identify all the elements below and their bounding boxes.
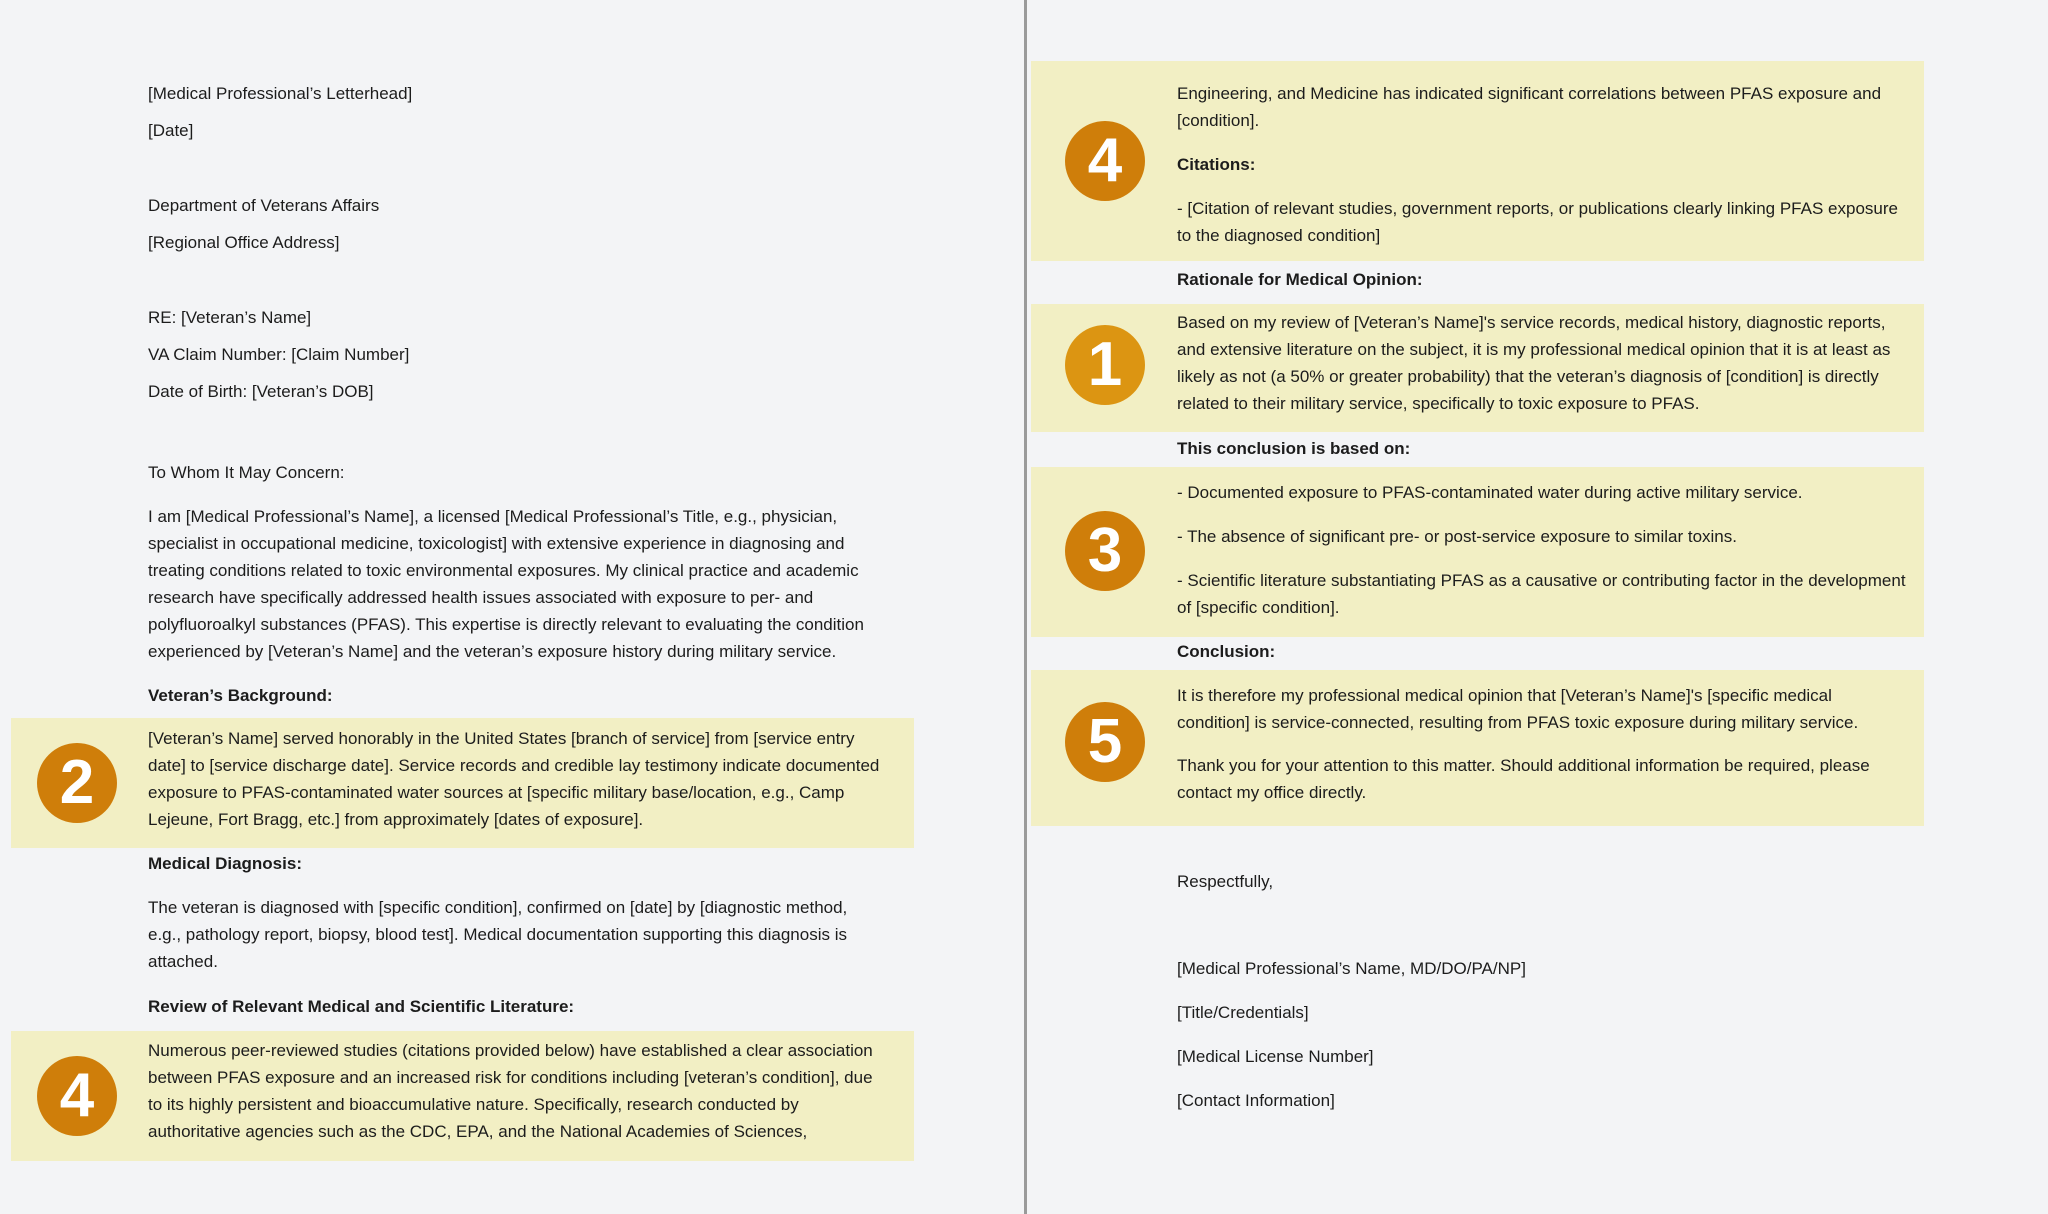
signature-contact: [Contact Information] [1177,1091,1335,1110]
number-badge-1: 1 [1065,325,1145,405]
re-line: RE: [Veteran’s Name] [148,308,312,327]
number-badge-4: 4 [37,1056,117,1136]
basis-item-1: - Documented exposure to PFAS-contaminated water during active military service. [1177,483,1803,502]
number-badge-3: 3 [1065,511,1145,591]
literature-heading: Review of Relevant Medical and Scientific Literature: [148,997,575,1016]
citations-heading: Citations: [1177,155,1256,174]
basis-item-3: - Scientific literature substantiating PFAS as a causative or contributing factor in the development of [specific condition]. [1177,571,1906,617]
thanks-paragraph: Thank you for your attention to this matter. Should additional information be required, please contact my office directly. [1177,756,1870,802]
letterhead: [Medical Professional’s Letterhead] [148,84,413,103]
number-badge-4: 4 [1065,121,1145,201]
salutation: To Whom It May Concern: [148,463,345,482]
background-paragraph: [Veteran’s Name] served honorably in the United States [branch of service] from [service entry date] to [service discharge date]. Service records and credible lay testimony indicate documented exposure to PFAS-contaminated water sources at [specific military base/location, e.g., Camp Lejeune, Fort Bragg, etc.] from approximately [dates of exposure]. [148,729,880,829]
signature-title: [Title/Credentials] [1177,1003,1309,1022]
number-badge-2: 2 [37,743,117,823]
claim-number-line: VA Claim Number: [Claim Number] [148,345,410,364]
closing: Respectfully, [1177,872,1274,891]
letter-date: [Date] [148,121,194,140]
right-page [1027,0,2048,1214]
conclusion-paragraph: It is therefore my professional medical opinion that [Veteran’s Name]'s [specific medical condition] is service-connected, resulting from PFAS toxic exposure during military service. [1177,686,1859,732]
literature-continued-paragraph: Engineering, and Medicine has indicated significant correlations between PFAS exposure and [condition]. [1177,84,1882,130]
background-heading: Veteran’s Background: [148,686,333,705]
basis-heading: This conclusion is based on: [1177,439,1411,458]
diagnosis-paragraph: The veteran is diagnosed with [specific condition], confirmed on [date] by [diagnostic method, e.g., pathology report, biopsy, blood test]. Medical documentation supporting this diagnosis is attached. [148,898,848,971]
basis-item-2: - The absence of significant pre- or post-service exposure to similar toxins. [1177,527,1737,546]
signature-name: [Medical Professional’s Name, MD/DO/PA/NP] [1177,959,1526,978]
literature-paragraph: Numerous peer-reviewed studies (citations provided below) have established a clear association between PFAS exposure and an increased risk for conditions including [veteran’s condition], due to its highly persistent and bioaccumulative nature. Specifically, research conducted by authoritative agencies such as the CDC, EPA, and the National Academies of Sciences, [148,1041,873,1141]
conclusion-heading: Conclusion: [1177,642,1276,661]
diagnosis-heading: Medical Diagnosis: [148,854,302,873]
number-badge-5: 5 [1065,702,1145,782]
recipient-line-2: [Regional Office Address] [148,233,340,252]
signature-license: [Medical License Number] [1177,1047,1374,1066]
rationale-heading: Rationale for Medical Opinion: [1177,270,1423,289]
citations-item: - [Citation of relevant studies, government reports, or publications clearly linking PFAS exposure to the diagnosed condition] [1177,199,1898,245]
dob-line: Date of Birth: [Veteran’s DOB] [148,382,374,401]
recipient-line-1: Department of Veterans Affairs [148,196,380,215]
rationale-paragraph: Based on my review of [Veteran’s Name]'s service records, medical history, diagnostic reports, and extensive literature on the subject, it is my professional medical opinion that it is at least as likely as not (a 50% or greater probability) that the veteran’s diagnosis of [condition] is directly related to their military service, specifically to toxic exposure to PFAS. [1177,313,1891,413]
intro-paragraph: I am [Medical Professional’s Name], a licensed [Medical Professional’s Title, e.g., physician, specialist in occupational medicine, toxicologist] with extensive experience in diagnosing and treating conditions related to toxic environmental exposures. My clinical practice and academic research have specifically addressed health issues associated with exposure to per- and polyfluoroalkyl substances (PFAS). This expertise is directly relevant to evaluating the condition experienced by [Veteran’s Name] and the veteran’s exposure history during military service. [148,507,864,661]
